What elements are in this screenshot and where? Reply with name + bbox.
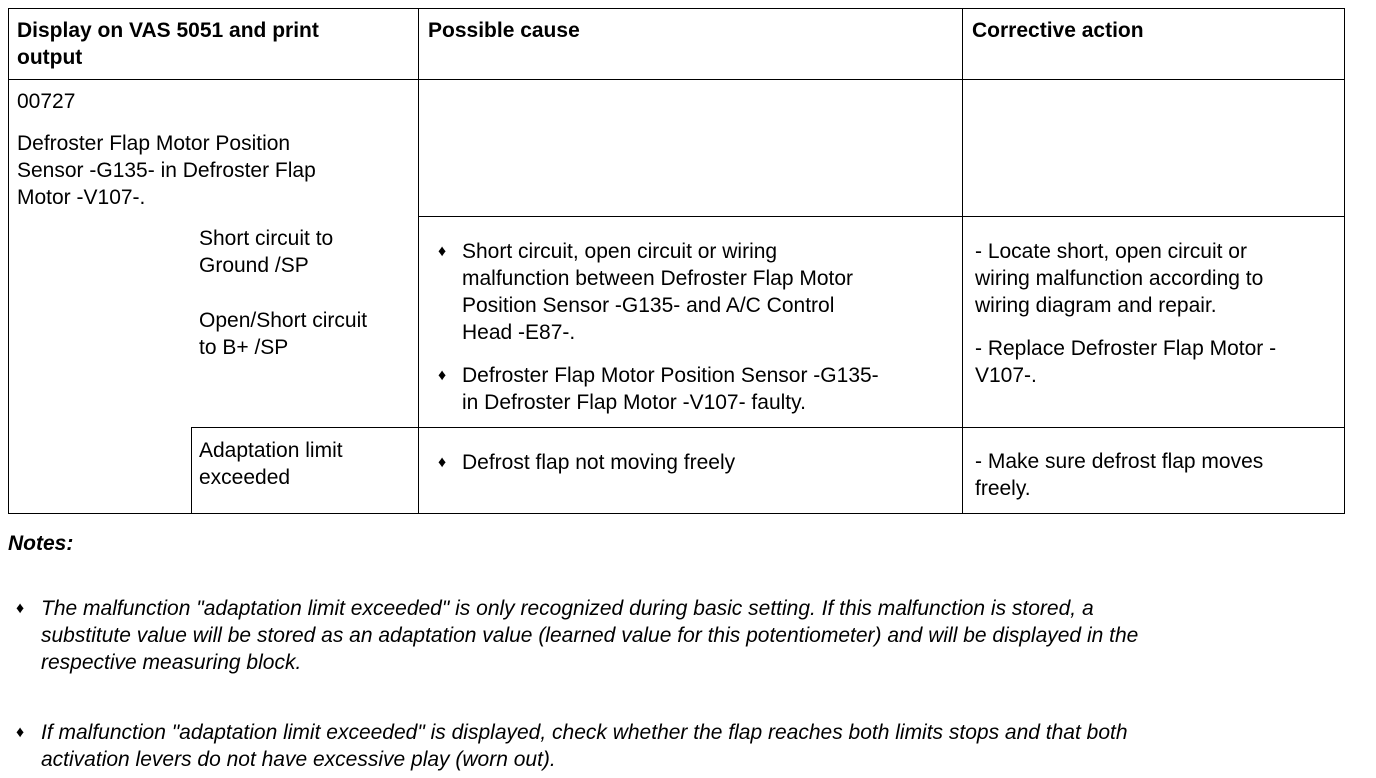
fault-code: 00727 <box>17 90 76 113</box>
row-divider-1 <box>418 216 1344 217</box>
diamond-bullet-icon: ♦ <box>16 724 25 741</box>
header-display: Display on VAS 5051 and print output <box>17 19 319 69</box>
diamond-bullet-icon: ♦ <box>16 600 25 617</box>
display-short-ground: Short circuit to Ground /SP <box>199 227 334 277</box>
col-divider-2 <box>962 9 963 513</box>
diamond-bullet-icon: ♦ <box>438 454 447 471</box>
subcol-divider <box>191 427 192 513</box>
note-item: The malfunction "adaptation limit exceeded" is only recognized during basic setting. If this malfunction is stored, a substitute value will be stored as an adaptation value (learned value for this potentiometer) and will be displayed in the respective measuring block. <box>41 597 1139 674</box>
row-divider-2 <box>191 427 1344 428</box>
note-item: If malfunction "adaptation limit exceeded" is displayed, check whether the flap reaches both limits stops and that both activation levers do not have excessive play (worn out). <box>41 721 1128 771</box>
display-adaptation-limit: Adaptation limit exceeded <box>199 439 343 489</box>
cause-flap-not-moving: Defrost flap not moving freely <box>462 451 736 474</box>
header-action: Corrective action <box>972 19 1144 42</box>
diamond-bullet-icon: ♦ <box>438 367 447 384</box>
diamond-bullet-icon: ♦ <box>438 243 447 260</box>
action-check-flap: - Make sure defrost flap moves freely. <box>975 450 1264 500</box>
display-open-short-b: Open/Short circuit to B+ /SP <box>199 309 368 359</box>
fault-component: Defroster Flap Motor Position Sensor -G135- in Defroster Flap Motor -V107-. <box>17 132 316 209</box>
cause-wiring: Short circuit, open circuit or wiring malfunction between Defroster Flap Motor Position Sensor -G135- and A/C Control Head -E87-. <box>462 240 854 344</box>
header-divider <box>9 79 1344 80</box>
cause-sensor-faulty: Defroster Flap Motor Position Sensor -G135- in Defroster Flap Motor -V107- faulty. <box>462 364 879 414</box>
diagnostic-table <box>8 8 1345 514</box>
action-replace-motor: - Replace Defroster Flap Motor - V107-. <box>975 337 1277 387</box>
action-locate-short: - Locate short, open circuit or wiring malfunction according to wiring diagram and repair. <box>975 240 1264 317</box>
notes-heading: Notes: <box>8 532 74 555</box>
header-cause: Possible cause <box>428 19 580 42</box>
col-divider-1 <box>418 9 419 513</box>
